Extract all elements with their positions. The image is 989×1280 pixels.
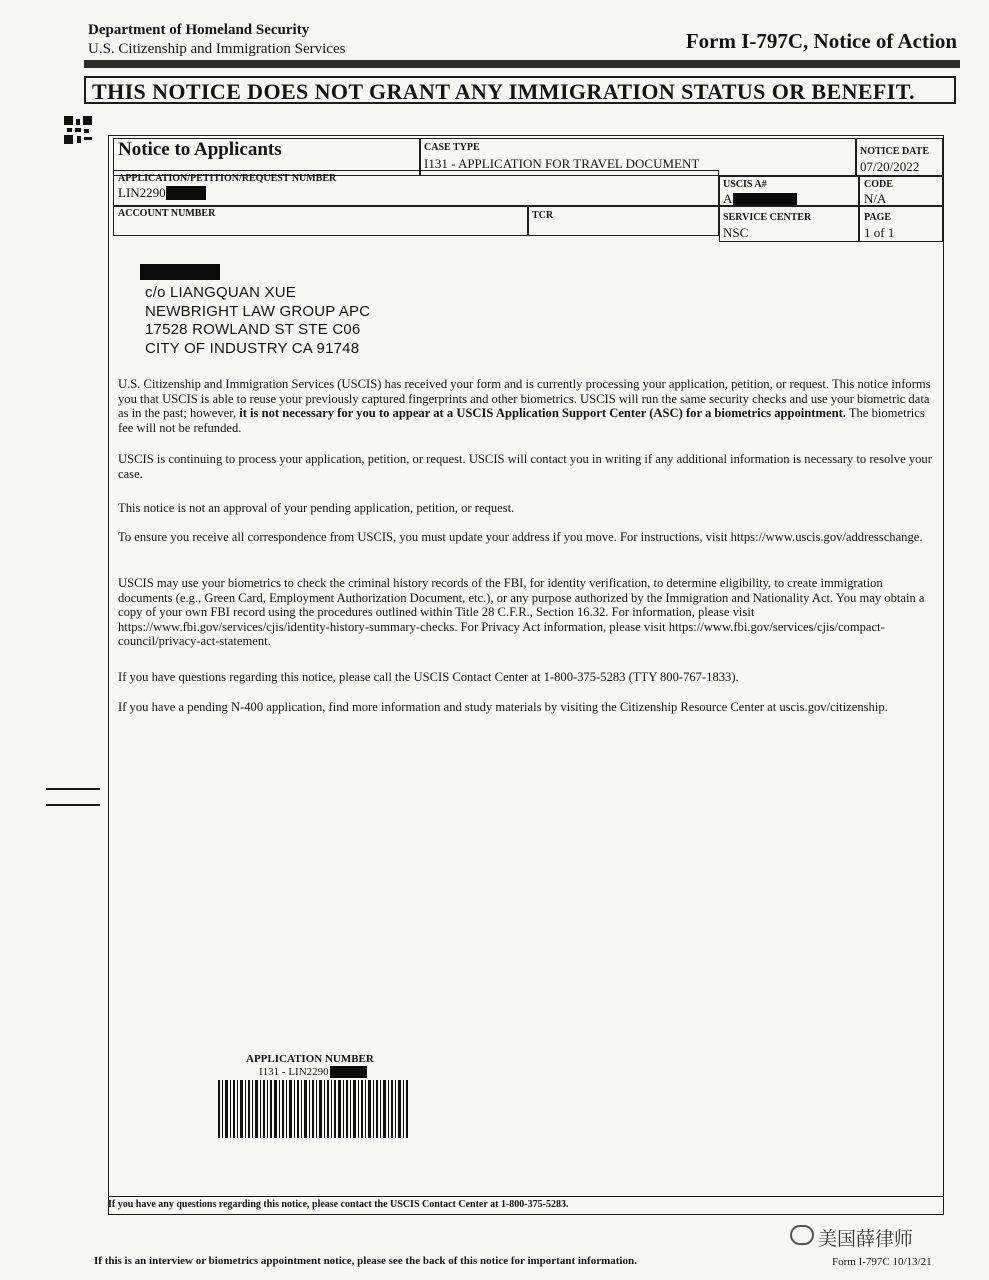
account-number-box [113, 206, 528, 236]
uscis-number-box [719, 176, 859, 206]
paragraph-contact-center: If you have questions regarding this notice, please call the USCIS Contact Center at 1-800-375-5283 (TTY 800-767-1833). [118, 670, 739, 684]
watermark-text: 美国薛律师 [818, 1228, 914, 1250]
fold-mark [46, 804, 100, 806]
page-label: PAGE [864, 212, 892, 223]
agency-name: Department of Homeland Security [88, 22, 310, 38]
code-label: CODE [864, 179, 893, 190]
redaction-bar [733, 193, 797, 205]
receipt-number-box [113, 170, 719, 206]
service-center-value: NSC [723, 225, 749, 240]
form-title: Form I-797C, Notice of Action [685, 29, 957, 53]
address-line-4: CITY OF INDUSTRY CA 91748 [145, 340, 360, 357]
paragraph-processing: USCIS is continuing to process your application, petition, or request. USCIS will contact you in writing if any additional information is necessary to resolve your case. [118, 452, 932, 481]
service-center-box [719, 206, 859, 242]
redaction-bar [166, 186, 206, 200]
footer-contact-line: If you have any questions regarding this notice, please contact the USCIS Contact Center at 1-800-375-5283. [108, 1199, 569, 1210]
wechat-icon [790, 1225, 814, 1245]
form-edition: Form I-797C 10/13/21 [832, 1256, 932, 1268]
notice-title: Notice to Applicants [118, 139, 282, 160]
receipt-number-value: LIN2290 [118, 185, 166, 200]
address-line-1: c/o LIANGQUAN XUE [145, 284, 296, 301]
uscis-number-value: A [723, 191, 733, 206]
uscis-number-label: USCIS A# [723, 179, 767, 190]
code-box [859, 176, 943, 206]
paragraph-not-approval: This notice is not an approval of your pending application, petition, or request. [118, 501, 515, 515]
notice-date-box [856, 138, 943, 176]
case-type-value: I131 - APPLICATION FOR TRAVEL DOCUMENT [424, 156, 700, 171]
page-box [859, 206, 943, 242]
service-center-label: SERVICE CENTER [723, 212, 812, 223]
code-value: N/A [864, 191, 887, 206]
account-number-label: ACCOUNT NUMBER [118, 208, 216, 219]
address-line-2: NEWBRIGHT LAW GROUP APC [145, 303, 371, 320]
paragraph-biometrics-reuse [118, 377, 934, 435]
application-number-label: APPLICATION NUMBER [246, 1053, 374, 1065]
fold-mark [46, 788, 100, 790]
paragraph-n400: If you have a pending N-400 application, find more information and study materials by visiting the Citizenship Resource Center at uscis.gov/citizenship. [118, 700, 888, 714]
notice-date-label: NOTICE DATE [860, 146, 929, 157]
paragraph-fbi-records: USCIS may use your biometrics to check the criminal history records of the FBI, for identity verification, to determine eligibility, to create immigration documents (e.g., Green Card, Employment Authorization Document, etc.), or any purpose authorized by the Immigration and Nationality Act. You may obtain a copy of your own FBI record using the procedures outlined within Title 28 C.F.R., Section 16.32. For information, please visit https://www.fbi.gov/services/cjis/identity-history-summary-checks. For Privacy Act information, please visit https://www.fbi.gov/services/cjis/compact-council/privacy-act-statement. [118, 576, 925, 649]
case-type-label: CASE TYPE [424, 142, 480, 153]
header-rule [84, 60, 960, 68]
footer-rule [108, 1196, 944, 1197]
redaction-bar [330, 1066, 367, 1078]
paragraph-bold-text: it is not necessary for you to appear at a USCIS Application Support Center (ASC) for a biometrics appointment. [239, 406, 846, 421]
page-value: 1 of 1 [864, 225, 895, 240]
agency-subname: U.S. Citizenship and Immigration Services [88, 41, 346, 57]
status-banner: THIS NOTICE DOES NOT GRANT ANY IMMIGRATION STATUS OR BENEFIT. [84, 76, 956, 104]
bottom-note: If this is an interview or biometrics appointment notice, please see the back of this notice for important information. [94, 1255, 637, 1267]
tcr-label: TCR [532, 210, 554, 221]
receipt-number-label: APPLICATION/PETITION/REQUEST NUMBER [118, 173, 337, 184]
paragraph-text: U.S. Citizenship and Immigration Services (USCIS) has received your form and is currently processing your application, petition, or request. This notice informs you that USCIS is able to reuse your previously captured fingerprints and other biometrics. USCIS will run the same security checks and use your biometric data as in the past; however, [118, 377, 931, 421]
address-line-3: 17528 ROWLAND ST STE C06 [145, 321, 361, 338]
qr-code-icon [64, 116, 92, 144]
notice-date-value: 07/20/2022 [860, 159, 920, 174]
redaction-bar [140, 264, 220, 280]
paragraph-address-change: To ensure you receive all correspondence from USCIS, you must update your address if you move. For instructions, visit https://www.uscis.gov/addresschange. [118, 530, 923, 544]
application-number-value: I131 - LIN2290 [259, 1066, 329, 1078]
paragraph-text: The biometrics fee will not be refunded. [118, 406, 925, 435]
tcr-box [528, 206, 719, 236]
barcode-icon [218, 1080, 408, 1138]
